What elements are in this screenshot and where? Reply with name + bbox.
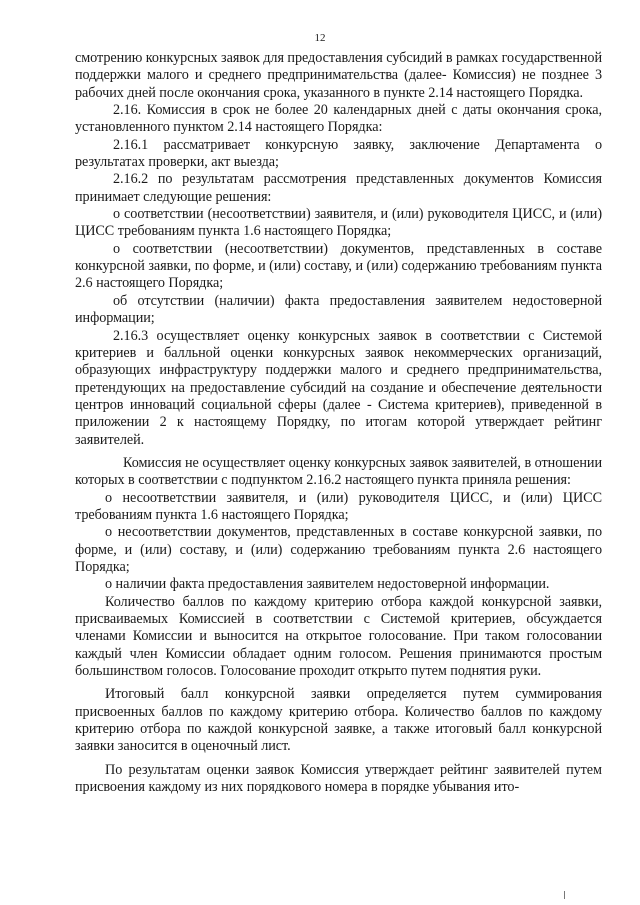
paragraph: По результатам оценки заявок Комиссия утверждает рейтинг заявителей путем присвоения каждому из них порядкового номера в порядке убывания ито-	[75, 761, 602, 796]
page-number: 12	[314, 32, 326, 44]
paragraph: о наличии факта предоставления заявителем недостоверной информации.	[105, 576, 550, 593]
paragraph: о несоответствии документов, представленных в составе конкурсной заявки, по форме, и (или) составу, и (или) содержанию требованиям пункта 2.6 настоящего Порядка;	[75, 524, 602, 575]
scan-artifact	[564, 891, 565, 899]
paragraph: о соответствии (несоответствии) документов, представленных в составе конкурсной заявки, по форме, и (или) составу, и (или) содержанию требованиям пункта 2.6 настоящего Порядка;	[75, 240, 602, 292]
paragraph: Комиссия не осуществляет оценку конкурсных заявок заявителей, в отношении которых в соответствии с подпунктом 2.16.2 настоящего пункта приняла решения:	[75, 454, 602, 489]
paragraph: 2.16.1 рассматривает конкурсную заявку, заключение Департамента о результатах проверки, акт выезда;	[75, 136, 602, 171]
document-body	[75, 50, 602, 796]
paragraph: о соответствии (несоответствии) заявителя, и (или) руководителя ЦИСС, и (или) ЦИСС требованиям пункта 1.6 настоящего Порядка;	[75, 206, 602, 240]
paragraph: Итоговый балл конкурсной заявки определяется путем суммирования присвоенных баллов по каждому критерию отбора. Количество баллов по каждому критерию отбора по каждой конкурсной заявке, а также итоговый балл конкурсной заявки заносится в оценочный лист.	[75, 686, 602, 755]
paragraph: об отсутствии (наличии) факта предоставления заявителем недостоверной информации;	[75, 292, 602, 327]
paragraph: 2.16.2 по результатам рассмотрения представленных документов Комиссия принимает следующие решения:	[75, 171, 602, 205]
paragraph: 2.16.3 осуществляет оценку конкурсных заявок в соответствии с Системой критериев и балльной оценки конкурсных заявок некоммерческих организаций, образующих инфраструктуру поддержки малого и среднего предпринимательства, претендующих на предоставление субсидий на создание и обеспечение деятельности центров инноваций социальной сферы (далее - Система критериев), приведенной в приложении 2 к настоящему Порядку, по итогам которой утверждает рейтинг заявителей.	[75, 327, 602, 448]
paragraph: Количество баллов по каждому критерию отбора каждой конкурсной заявки, присваиваемых Комиссией в соответствии с Системой критериев, обсуждается членами Комиссии и выносится на открытое голосование. При таком голосовании каждый член Комиссии обладает одним голосом. Решения принимаются простым большинством голосов. Голосование проходит открыто путем поднятия руки.	[75, 593, 602, 680]
paragraph: о несоответствии заявителя, и (или) руководителя ЦИСС, и (или) ЦИСС требованиям пункта 1.6 настоящего Порядка;	[75, 489, 602, 523]
paragraph: смотрению конкурсных заявок для предоставления субсидий в рамках государственной поддержки малого и среднего предпринимательства (далее- Комиссия) не позднее 3 рабочих дней после окончания срока, указанного в пункте 2.14 настоящего Порядка.	[75, 50, 603, 101]
paragraph: 2.16. Комиссия в срок не более 20 календарных дней с даты окончания срока, установленного пунктом 2.14 настоящего Порядка:	[75, 102, 602, 136]
